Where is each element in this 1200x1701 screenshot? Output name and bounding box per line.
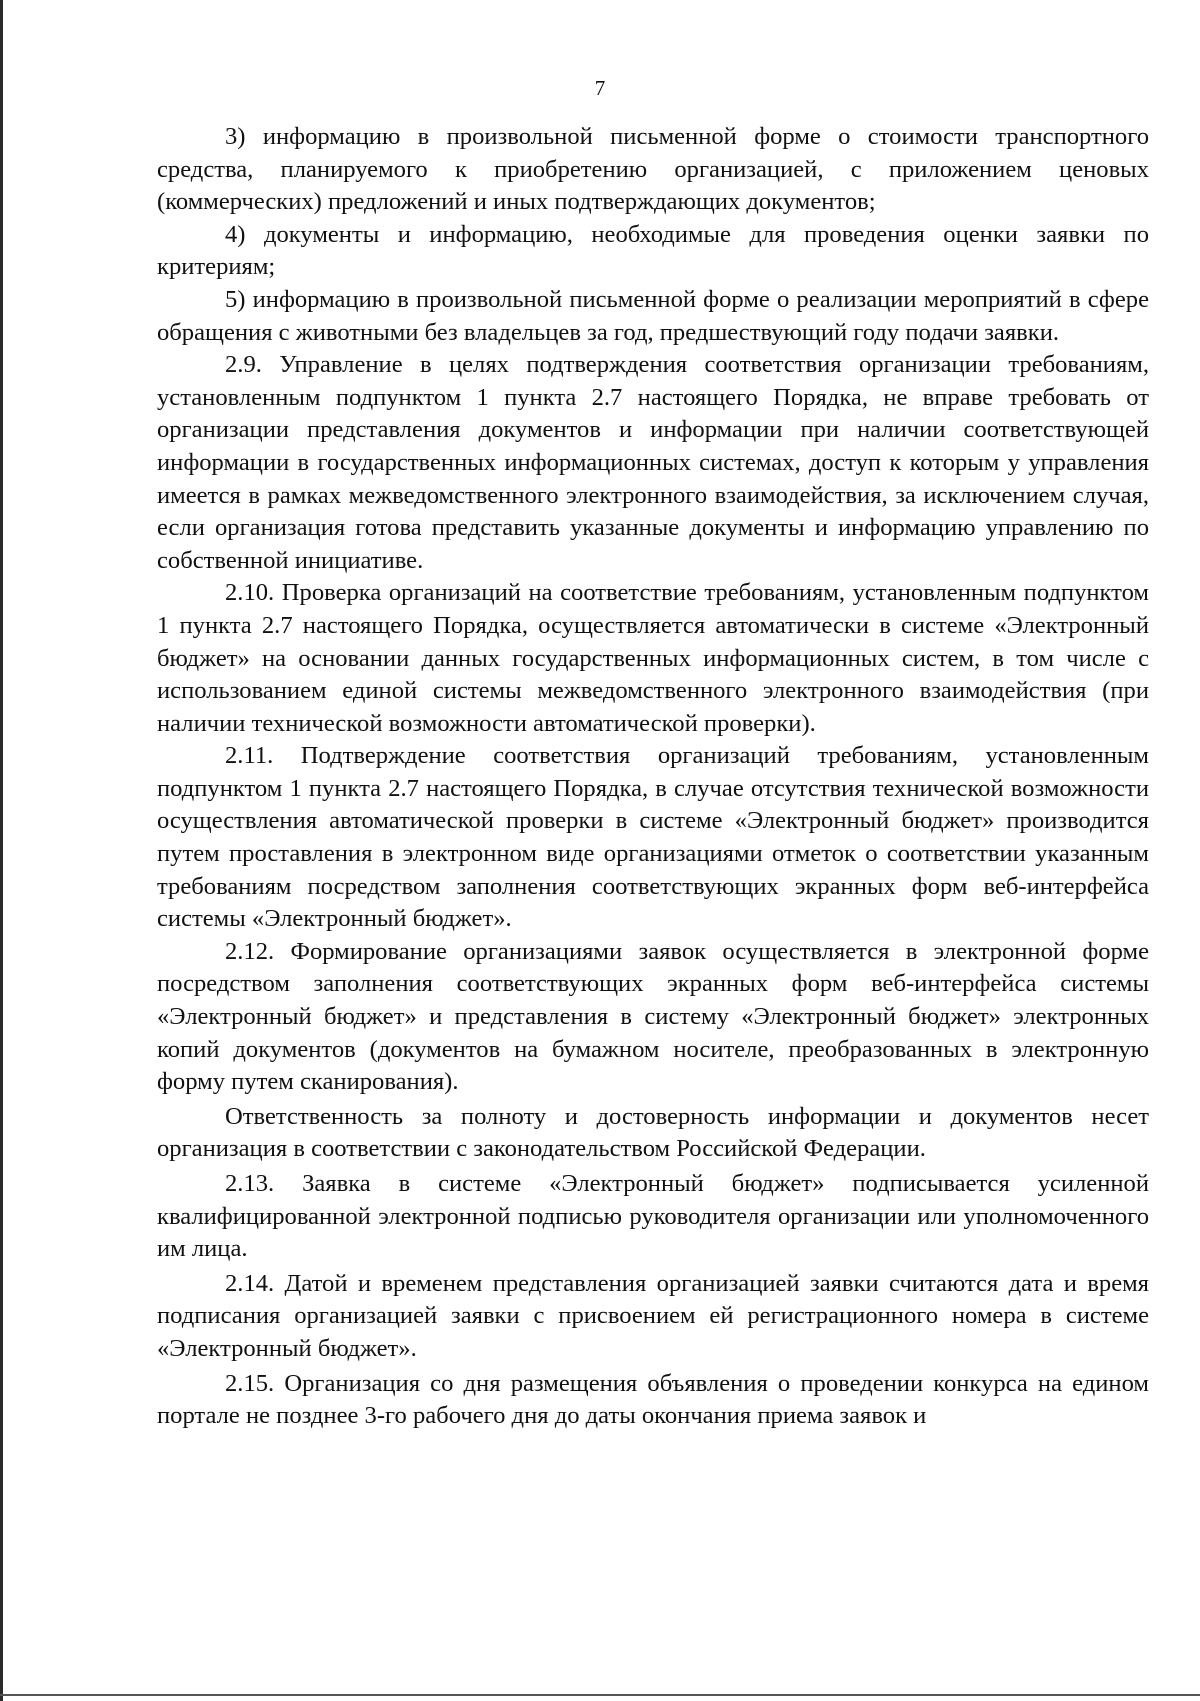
document-body: [157, 121, 1149, 1433]
paragraph-item-4: 4) документы и информацию, необходимые для проведения оценки заявки по критериям;: [157, 220, 1149, 281]
scan-bottom-edge: [0, 1694, 1200, 1696]
paragraph-2-9: 2.9. Управление в целях подтверждения соответствия организации требованиям, установленным подпунктом 1 пункта 2.7 настоящего Порядка, не вправе требовать от организации представления документов и информации при наличии соответствующей информации в государственных информационных системах, доступ к которым у управления имеется в рамках межведомственного электронного взаимодействия, за исключением случая, если организация готова представить указанные документы и информацию управлению по собственной инициативе.: [157, 351, 1149, 574]
scan-left-edge: [0, 0, 3, 1701]
paragraph-2-10: 2.10. Проверка организаций на соответствие требованиям, установленным подпунктом 1 пункта 2.7 настоящего Порядка, осуществляется автоматически в системе «Электронный бюджет» на основании данных государственных информационных систем, в том числе с использованием единой системы межведомственного электронного взаимодействия (при наличии технической возможности автоматической проверки).: [157, 579, 1149, 737]
paragraph-2-11: 2.11. Подтверждение соответствия организаций требованиям, установленным подпунктом 1 пункта 2.7 настоящего Порядка, в случае отсутствия технической возможности осуществления автоматической проверки в системе «Электронный бюджет» производится путем проставления в электронном виде организациями отметок о соответствии указанным требованиям посредством заполнения соответствующих экранных форм веб-интерфейса системы «Электронный бюджет».: [157, 742, 1149, 933]
paragraph-2-14: 2.14. Датой и временем представления организацией заявки считаются дата и время подписания организацией заявки с присвоением ей регистрационного номера в системе «Электронный бюджет».: [157, 1269, 1149, 1362]
paragraph-2-12: 2.12. Формирование организациями заявок осуществляется в электронной форме посредством заполнения соответствующих экранных форм веб-интерфейса системы «Электронный бюджет» и представления в систему «Электронный бюджет» электронных копий документов (документов на бумажном носителе, преобразованных в электронную форму путем сканирования).: [157, 937, 1149, 1096]
paragraph-responsibility: Ответственность за полноту и достоверность информации и документов несет организация в соответствии с законодательством Российской Федерации.: [157, 1102, 1149, 1163]
paragraph-item-3: 3) информацию в произвольной письменной форме о стоимости транспортного средства, планируемого к приобретению организацией, с приложением ценовых (коммерческих) предложений и иных подтверждающих документов;: [157, 123, 1149, 216]
paragraph-2-15: 2.15. Организация со дня размещения объявления о проведении конкурса на едином портале не позднее 3-го рабочего дня до даты окончания приема заявок и: [157, 1369, 1149, 1430]
paragraph-2-13: 2.13. Заявка в системе «Электронный бюджет» подписывается усиленной квалифицированной электронной подписью руководителя организации или уполномоченного им лица.: [157, 1170, 1149, 1263]
page-number: 7: [594, 76, 606, 100]
paragraph-item-5: 5) информацию в произвольной письменной форме о реализации мероприятий в сфере обращения с животными без владельцев за год, предшествующий году подачи заявки.: [157, 285, 1149, 346]
